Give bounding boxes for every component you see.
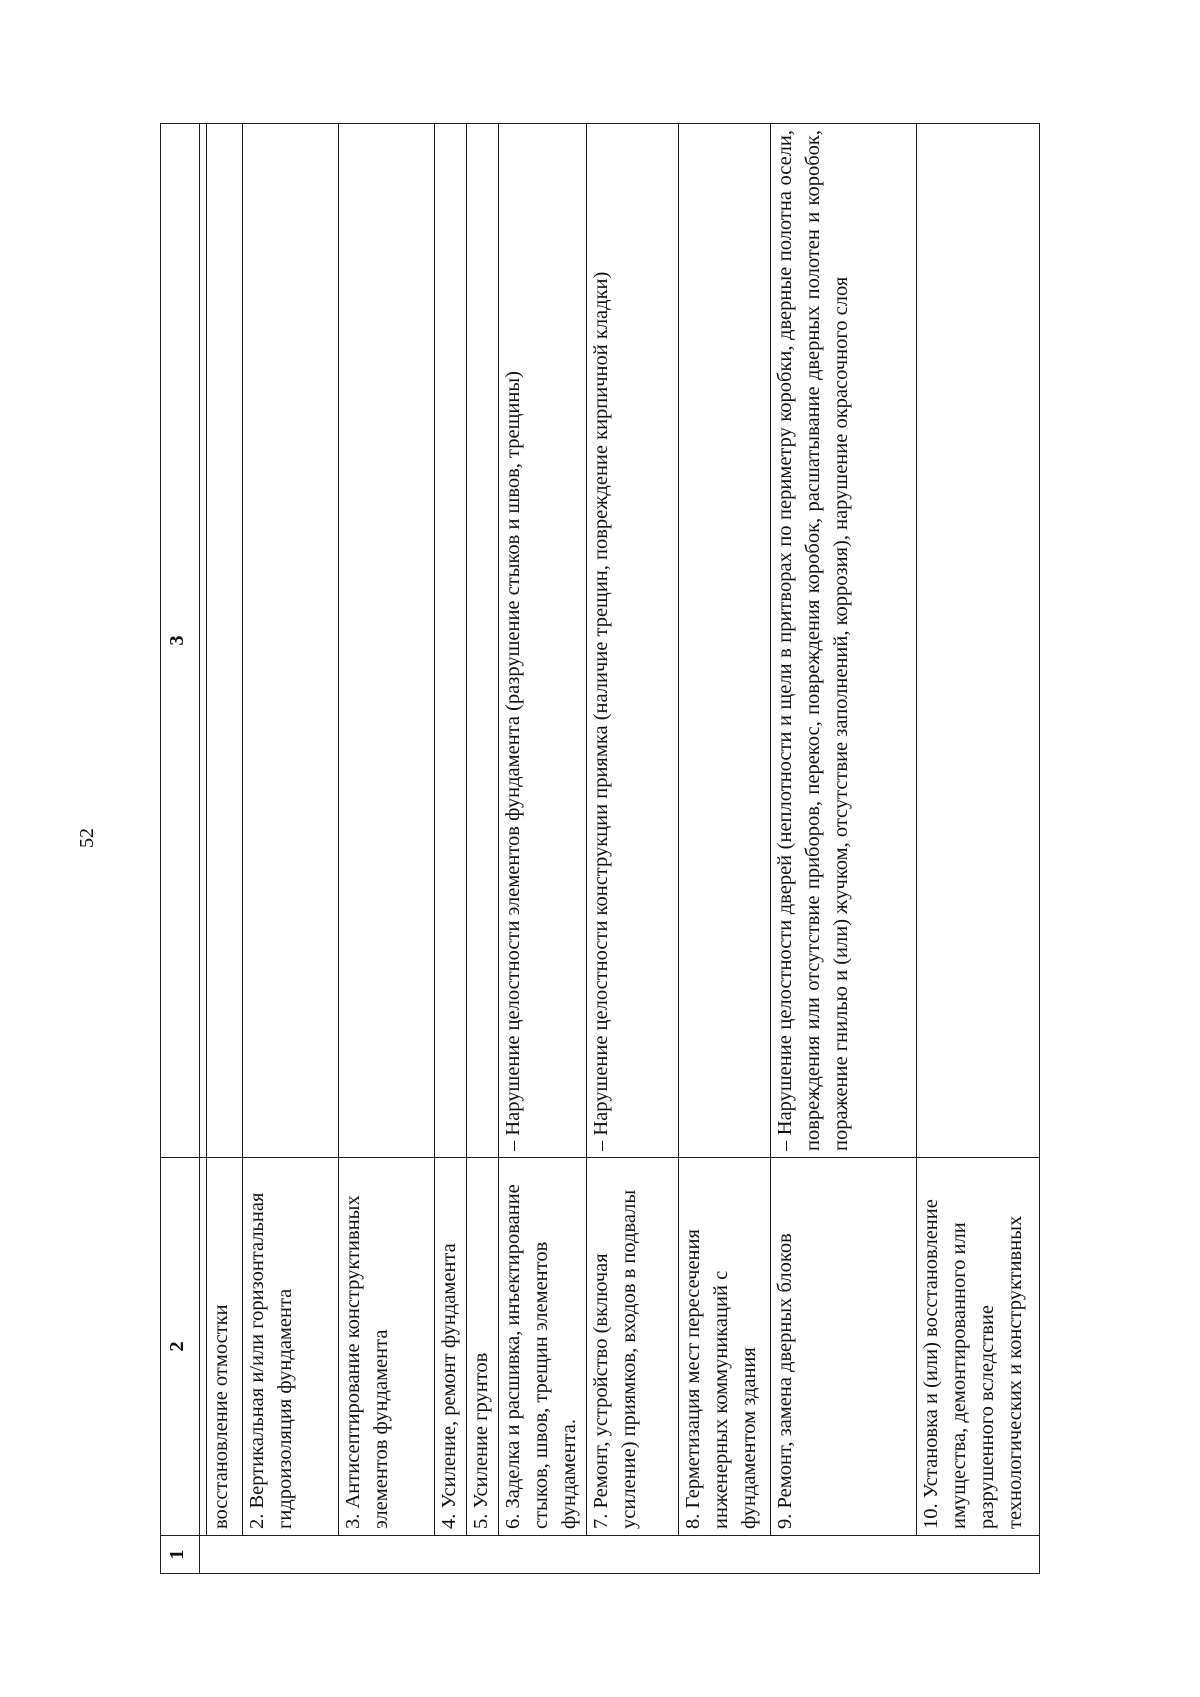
table-cell-col3: – Нарушение целостности элементов фундамента (разрушение стыков и швов, трещины) — [499, 124, 587, 1158]
table-cell-col2: восстановление отмостки — [207, 1158, 243, 1536]
table-row — [243, 124, 339, 1574]
table-cell-col2: 4. Усиление, ремонт фундамента — [435, 1158, 467, 1536]
table-row — [499, 124, 587, 1574]
table-cell-col2: 10. Установка и (или) восстановление имущества, демонтированного или разрушенного вследствие технологических и конструктивных — [917, 1158, 1040, 1536]
table-cell-col2: 7. Ремонт, устройство (включая усиление) приямков, входов в подвалы — [587, 1158, 679, 1536]
table-cell-col3: – Нарушение целостности конструкции приямка (наличие трещин, повреждение кирпичной кладки) — [587, 124, 679, 1158]
table-cell-col3 — [679, 124, 771, 1158]
table-cell-col2: 2. Вертикальная и/или горизонтальная гидроизоляция фундамента — [243, 1158, 339, 1536]
table-cell-col1 — [200, 1536, 1040, 1574]
table-cell-col2: 5. Усиление грунтов — [467, 1158, 499, 1536]
defects-table — [160, 123, 1040, 1574]
table-cell-col3 — [339, 124, 435, 1158]
table-cell-col2: 6. Заделка и расшивка, инъектирование стыков, швов, трещин элементов фундамента. — [499, 1158, 587, 1536]
page-number: 52 — [76, 828, 98, 848]
header-col-3: 3 — [161, 124, 200, 1158]
table-header-row — [161, 124, 200, 1574]
table-cell-col3 — [243, 124, 339, 1158]
table-row — [435, 124, 467, 1574]
table-row — [587, 124, 679, 1574]
table-spacer-cell — [200, 1158, 207, 1536]
header-col-1: 1 — [161, 1536, 200, 1574]
header-col-2: 2 — [161, 1158, 200, 1536]
table-cell-col3: – Нарушение целостности дверей (неплотности и щели в притворах по периметру коробки, дверные полотна осели, повреждения или отсутствие приборов, перекос, повреждения коробок, расшатывание дверных полотен и коробок, поражение гнилью и (или) жучком, отсутствие заполнений, коррозия), нарушение окрасочного слоя — [771, 124, 917, 1158]
table-row — [679, 124, 771, 1574]
table-spacer-cell — [200, 124, 207, 1158]
rotated-table-container — [160, 124, 1040, 1574]
table-cell-col2: 9. Ремонт, замена дверных блоков — [771, 1158, 917, 1536]
table-row — [207, 124, 243, 1574]
table-row — [771, 124, 917, 1574]
table-cell-col3 — [207, 124, 243, 1158]
table-cell-col3 — [917, 124, 1040, 1158]
table-cell-col2: 3. Антисептирование конструктивных элементов фундамента — [339, 1158, 435, 1536]
table-row — [467, 124, 499, 1574]
table-cell-col2: 8. Герметизация мест пересечения инженерных коммуникаций с фундаментом здания — [679, 1158, 771, 1536]
table-cell-col3 — [435, 124, 467, 1158]
table-cell-col3 — [467, 124, 499, 1158]
table-spacer-row — [200, 124, 207, 1574]
table-row — [917, 124, 1040, 1574]
table-row — [339, 124, 435, 1574]
